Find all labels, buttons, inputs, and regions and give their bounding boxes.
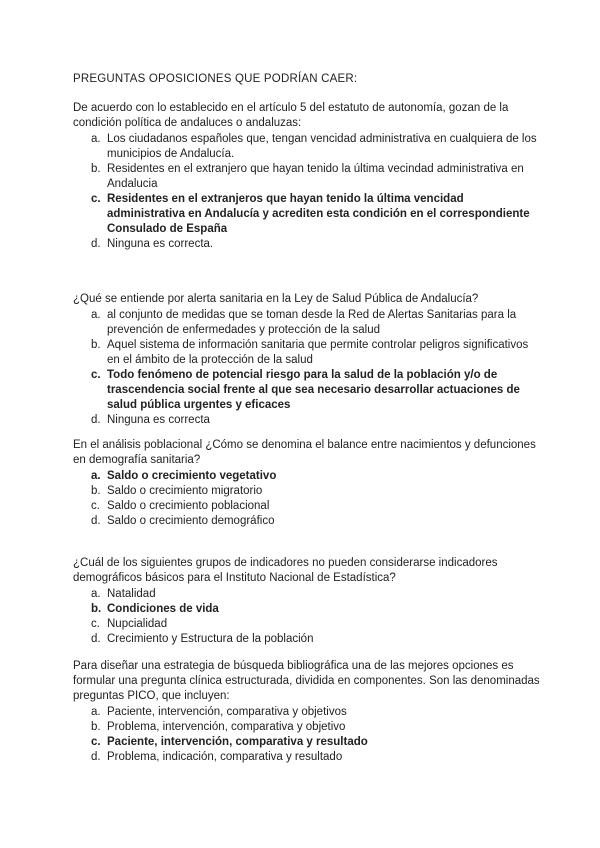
option-marker: a. xyxy=(91,470,101,482)
option-marker: b. xyxy=(91,721,101,733)
question-3 xyxy=(73,438,543,529)
option-b-correct xyxy=(73,602,543,617)
question-2 xyxy=(73,292,543,428)
option-text: Residentes en el extranjeros que hayan tenido la última vencidad administrativa en Andalucía y acrediten esta condición en el correspondiente Consulado de España xyxy=(107,193,530,235)
question-1 xyxy=(73,101,543,252)
option-marker: d. xyxy=(91,414,101,426)
option-marker: c. xyxy=(91,736,101,748)
option-text: al conjunto de medidas que se toman desde la Red de Alertas Sanitarias para la prevención de enfermedades y protección de la salud xyxy=(107,309,517,336)
option-marker: d. xyxy=(91,633,101,645)
option-text: Saldo o crecimiento demográfico xyxy=(107,515,275,527)
option-text: Saldo o crecimiento poblacional xyxy=(107,500,270,512)
option-a xyxy=(73,308,543,338)
option-marker: b. xyxy=(91,339,101,351)
question-5 xyxy=(73,659,543,765)
option-d xyxy=(73,514,543,529)
option-text: Los ciudadanos españoles que, tengan vencidad administrativa en cualquiera de los municipios de Andalucía. xyxy=(107,133,537,160)
option-text: Paciente, intervención, comparativa y resultado xyxy=(107,736,368,748)
option-text: Saldo o crecimiento vegetativo xyxy=(107,470,277,482)
option-marker: d. xyxy=(91,238,101,250)
option-text: Aquel sistema de información sanitaria que permite controlar peligros significativos en el ámbito de la protección de la salud xyxy=(107,339,529,366)
options-list xyxy=(73,308,543,428)
option-text: Condiciones de vida xyxy=(107,603,219,615)
option-text: Nupcialidad xyxy=(107,618,168,630)
option-a xyxy=(73,587,543,602)
option-d xyxy=(73,413,543,428)
option-a xyxy=(73,132,543,162)
option-marker: b. xyxy=(91,603,102,615)
options-list xyxy=(73,132,543,252)
question-stem: Para diseñar una estrategia de búsqueda bibliográfica una de las mejores opciones es formular una pregunta clínica estructurada, dividida en componentes. Son las denominadas preguntas PICO, que incluyen: xyxy=(73,660,540,702)
option-marker: c. xyxy=(91,500,100,512)
option-text: Problema, intervención, comparativa y objetivo xyxy=(107,721,346,733)
document-heading: PREGUNTAS OPOSICIONES QUE PODRÍAN CAER: xyxy=(73,73,358,85)
question-stem: De acuerdo con lo establecido en el artículo 5 del estatuto de autonomía, gozan de la condición política de andaluces o andaluzas: xyxy=(73,102,509,129)
option-b xyxy=(73,338,543,368)
option-text: Paciente, intervención, comparativa y objetivos xyxy=(107,706,347,718)
options-list xyxy=(73,587,543,647)
option-text: Crecimiento y Estructura de la población xyxy=(107,633,314,645)
option-c-correct xyxy=(73,368,543,413)
option-marker: a. xyxy=(91,133,101,145)
option-marker: d. xyxy=(91,515,101,527)
option-marker: d. xyxy=(91,751,101,763)
option-marker: a. xyxy=(91,309,101,321)
option-d xyxy=(73,632,543,647)
option-c xyxy=(73,617,543,632)
option-d xyxy=(73,237,543,252)
option-text: Ninguna es correcta xyxy=(107,414,210,426)
question-stem: ¿Qué se entiende por alerta sanitaria en la Ley de Salud Pública de Andalucía? xyxy=(73,293,479,305)
option-c-correct xyxy=(73,192,543,237)
option-c-correct xyxy=(73,735,543,750)
options-list xyxy=(73,469,543,529)
option-marker: b. xyxy=(91,163,101,175)
option-text: Ninguna es correcta. xyxy=(107,238,214,250)
option-d xyxy=(73,750,543,765)
option-marker: c. xyxy=(91,193,101,205)
question-4 xyxy=(73,556,543,647)
options-list xyxy=(73,705,543,765)
option-text: Problema, indicación, comparativa y resultado xyxy=(107,751,343,763)
option-marker: c. xyxy=(91,369,101,381)
option-b xyxy=(73,484,543,499)
option-a-correct xyxy=(73,469,543,484)
option-text: Saldo o crecimiento migratorio xyxy=(107,485,263,497)
option-b xyxy=(73,720,543,735)
option-marker: a. xyxy=(91,588,101,600)
question-stem: ¿Cuál de los siguientes grupos de indicadores no pueden considerarse indicadores demográficos básicos para el Instituto Nacional de Estadística? xyxy=(73,557,498,584)
question-stem: En el análisis poblacional ¿Cómo se denomina el balance entre nacimientos y defunciones en demografía sanitaria? xyxy=(73,439,536,466)
option-marker: c. xyxy=(91,618,100,630)
option-marker: a. xyxy=(91,706,101,718)
option-marker: b. xyxy=(91,485,101,497)
option-a xyxy=(73,705,543,720)
option-text: Natalidad xyxy=(107,588,156,600)
option-b xyxy=(73,162,543,192)
option-c xyxy=(73,499,543,514)
option-text: Residentes en el extranjero que hayan tenido la última vecindad administrativa en Andalucia xyxy=(107,163,524,190)
option-text: Todo fenómeno de potencial riesgo para la salud de la población y/o de trascendencia social frente al que sea necesario desarrollar actuaciones de salud pública urgentes y eficaces xyxy=(107,369,520,411)
